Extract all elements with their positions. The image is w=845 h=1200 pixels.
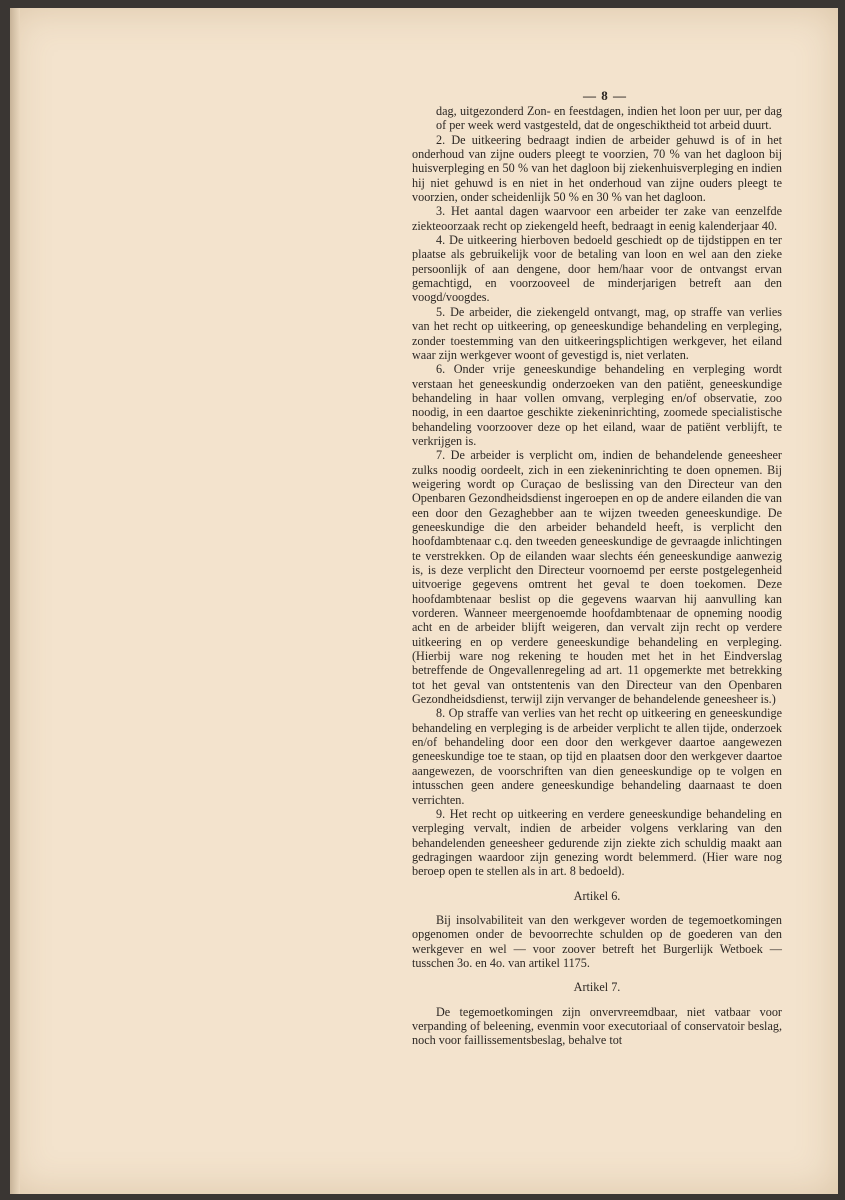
- article-7-text: De tegemoetkomingen zijn onvervreemdbaar, niet vatbaar voor verpanding of beleening, evenmin voor executoriaal of conservatoir beslag, noch voor faillissementsbeslag, behalve tot: [412, 1004, 782, 1048]
- paragraph-9: 9. Het recht op uitkeering en verdere geneeskundige behandeling en verpleging vervalt, indien de arbeider volgens verklaring van den behandelenden geneesheer gedurende zijn ziekte zich schuldig maakt aan gedragingen waardoor zijn genezing wordt belemmerd. (Hier ware nog beroep open te stellen als in art. 8 bedoeld).: [412, 806, 782, 879]
- paragraph-2: 2. De uitkeering bedraagt indien de arbeider gehuwd is of in het onderhoud van zijne ouders pleegt te voorzien, 70 % van het dagloon bij huisverpleging en 50 % van het dagloon bij ziekenhuisverpleging en indien hij niet gehuwd is en niet in het onderhoud van zijne ouders pleegt te voorzien, onder scheidenlijk 50 % en 30 % van het dagloon.: [412, 132, 782, 205]
- page-fold-shadow: [10, 8, 20, 1194]
- page-number: — 8 —: [583, 88, 627, 103]
- paragraph-3: 3. Het aantal dagen waarvoor een arbeider ter zake van eenzelfde ziekteoorzaak recht op ziekengeld heeft, bedraagt in eenig kalenderjaar 40.: [412, 204, 782, 233]
- paragraph-4: 4. De uitkeering hierboven bedoeld geschiedt op de tijdstippen en ter plaatse als gebruikelijk voor de betaling van loon en wel aan den zieke persoonlijk of aan dengene, door hem/haar voor de ontvangst ervan gemachtigd, en voorzooveel de minderjarigen betreft aan den voogd/voogdes.: [412, 233, 782, 305]
- article-6-heading: Artikel 6.: [573, 888, 621, 903]
- body-text: [412, 104, 782, 1048]
- article-6-text: Bij insolvabiliteit van den werkgever worden de tegemoetkomingen opgenomen onder de bevoorrechte schulden op de goederen van den werkgever en wel — voor zoover betreft het Burgerlijk Wetboek — tusschen 3o. en 4o. van artikel 1175.: [412, 912, 782, 970]
- paragraph-5: 5. De arbeider, die ziekengeld ontvangt, mag, op straffe van verlies van het recht op uitkeering, op geneeskundige behandeling en verpleging, zonder toestemming van den uitkeeringsplichtigen werkgever, het eiland waar zijn werkgever woont of gevestigd is, niet verlaten.: [412, 304, 782, 362]
- paragraph-6: 6. Onder vrije geneeskundige behandeling en verpleging wordt verstaan het geneeskundig onderzoeken van den patiënt, geneeskundige behandeling in haar vollen omvang, verpleging en/of observatie, zoo noodig, in een daartoe geschikte ziekeninrichting, zoomede specialistische behandeling voorzoover deze op het eiland, waar de patiënt verblijft, te verkrijgen is.: [412, 362, 782, 448]
- continuation-paragraph: dag, uitgezonderd Zon- en feestdagen, indien het loon per uur, per dag of per week werd vastgesteld, dat de ongeschiktheid tot arbeid duurt.: [436, 104, 782, 133]
- paragraph-7: 7. De arbeider is verplicht om, indien de behandelende geneesheer zulks noodig oordeelt, zich in een ziekeninrichting te doen opnemen. Bij weigering wordt op Curaçao de beslissing van den Directeur van den Openbaren Gezondheidsdienst ingeroepen en op de andere eilanden die van een door den Gezaghebber aan te wijzen tweeden geneeskundige. De geneeskundige die den arbeider behandeld heeft, is verplicht den hoofdambtenaar c.q. den tweeden geneeskundige de gevraagde inlichtingen te verstrekken. Op de eilanden waar slechts één geneeskundige aanwezig is, is deze verplicht den Directeur voornoemd per eerste postgelegenheid uitvoerige gegevens omtrent het geval te doen toekomen. Deze hoofdambtenaar beslist op die gegevens waarvan hij aanvulling kan vorderen. Wanneer meergenoemde hoofdambtenaar de opneming noodig acht en de arbeider blijft weigeren, dan vervalt zijn recht op verdere uitkeering en op verdere geneeskundige behandeling en verpleging. (Hierbij ware nog rekening te houden met het in het Eindverslag betreffende de Ongevallenregeling ad art. 11 opgemerkte met betrekking tot het geval van ontstentenis van den Directeur van den Openbaren Gezondheidsdienst, terwijl zijn vervanger de behandelende geneesheer is.): [412, 448, 782, 707]
- paragraph-8: 8. Op straffe van verlies van het recht op uitkeering en geneeskundige behandeling en verpleging is de arbeider verplicht te allen tijde, onderzoek en/of behandeling door een door den werkgever daartoe aangewezen geneeskundige toe te staan, op tijd en plaatsen door den werkgever daartoe aangewezen, de voorschriften van dien geneeskundige op te volgen en intusschen geen andere geneeskundige behandeling daarnaast te doen verrichten.: [412, 706, 782, 807]
- article-7-heading: Artikel 7.: [573, 980, 621, 995]
